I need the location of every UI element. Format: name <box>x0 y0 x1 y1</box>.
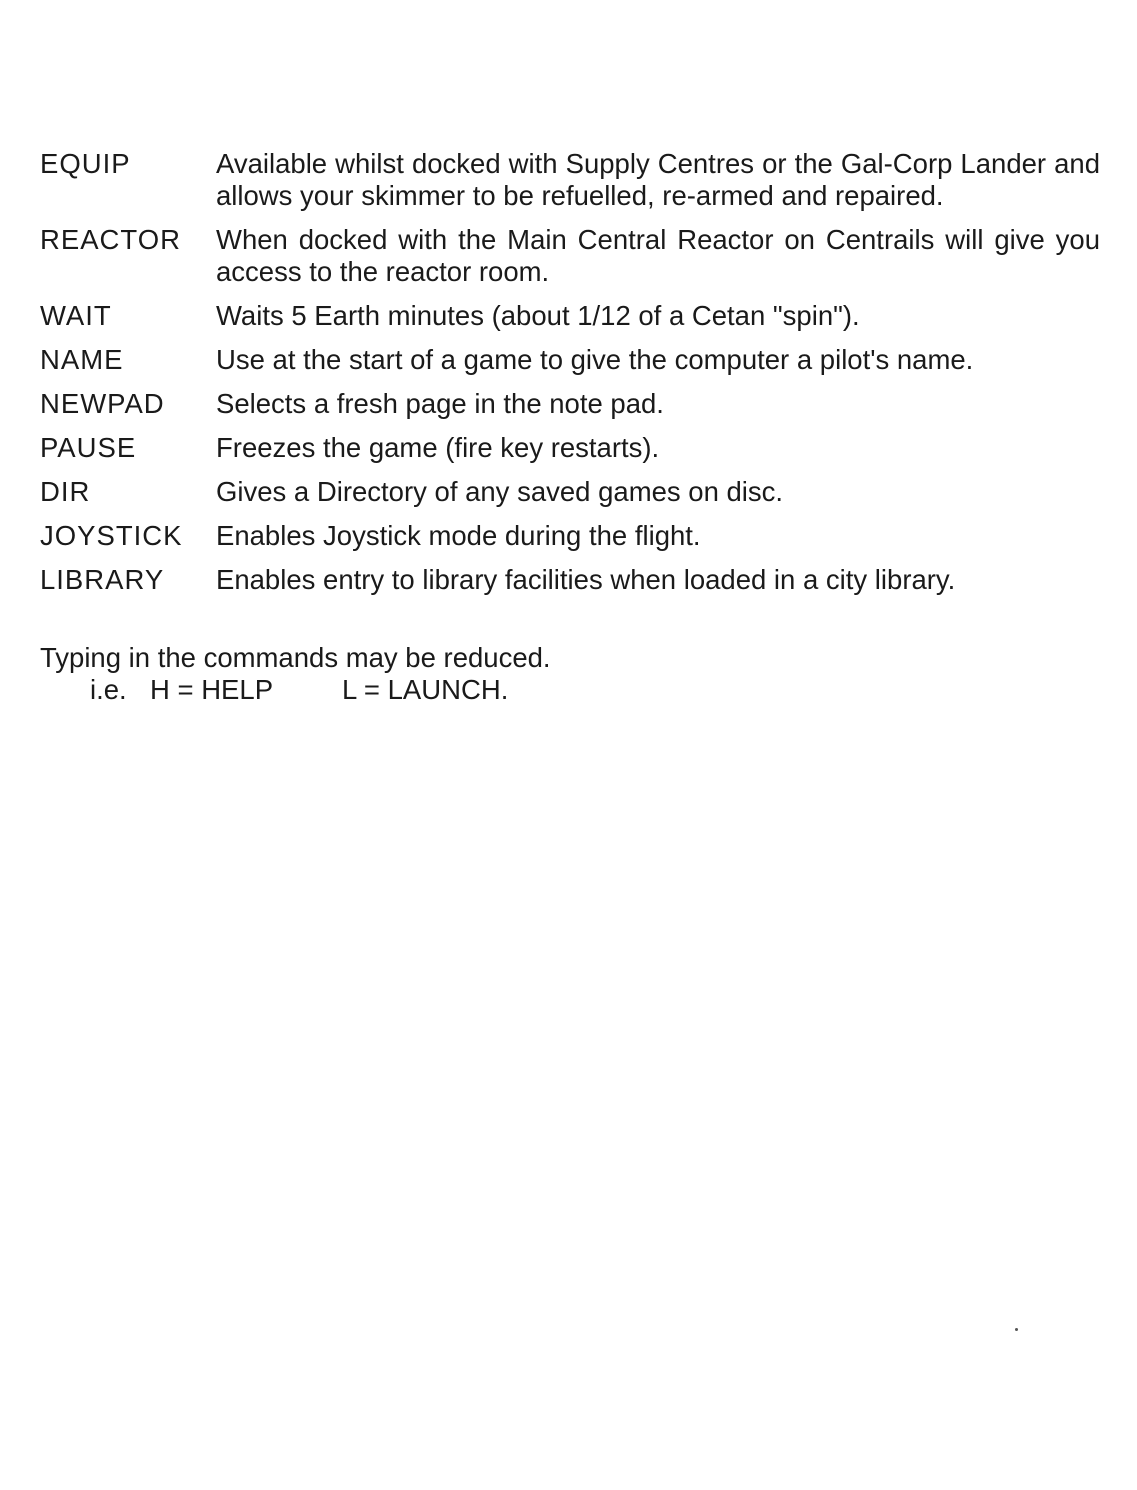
command-description: Gives a Directory of any saved games on disc. <box>216 476 784 507</box>
example-launch: L = LAUNCH. <box>342 674 509 705</box>
command-term: LIBRARY <box>40 564 165 595</box>
command-term: WAIT <box>40 300 112 331</box>
command-term: EQUIP <box>40 148 131 179</box>
abbreviation-example <box>90 674 508 706</box>
command-entry-equip <box>40 148 1100 212</box>
print-speck <box>1015 1328 1018 1331</box>
command-description: Available whilst docked with Supply Centres or the Gal-Corp Lander and allows your skimmer to be refuelled, re-armed and repaired. <box>216 148 1100 211</box>
command-term: JOYSTICK <box>40 520 183 551</box>
command-entry-name <box>40 344 1100 376</box>
command-term: NAME <box>40 344 124 375</box>
command-term: PAUSE <box>40 432 137 463</box>
command-entry-wait <box>40 300 1100 332</box>
command-entry-dir <box>40 476 1100 508</box>
command-term: DIR <box>40 476 91 507</box>
command-description: Selects a fresh page in the note pad. <box>216 388 664 419</box>
command-entry-library <box>40 564 1100 596</box>
command-term: NEWPAD <box>40 388 165 419</box>
command-description: Waits 5 Earth minutes (about 1/12 of a Cetan "spin"). <box>216 300 860 331</box>
example-lead: i.e. <box>90 674 127 705</box>
command-entry-joystick <box>40 520 1100 552</box>
abbreviation-note: Typing in the commands may be reduced. <box>40 642 551 673</box>
command-entry-newpad <box>40 388 1100 420</box>
command-entry-pause <box>40 432 1100 464</box>
command-description: Enables Joystick mode during the flight. <box>216 520 701 551</box>
command-list <box>40 148 1100 608</box>
example-help: H = HELP <box>150 674 274 705</box>
command-entry-reactor <box>40 224 1100 288</box>
command-description: Use at the start of a game to give the computer a pilot's name. <box>216 344 974 375</box>
command-description: Enables entry to library facilities when loaded in a city library. <box>216 564 956 595</box>
command-term: REACTOR <box>40 224 181 255</box>
command-description: When docked with the Main Central Reactor on Centrails will give you access to the reactor room. <box>216 224 1100 287</box>
command-description: Freezes the game (fire key restarts). <box>216 432 660 463</box>
